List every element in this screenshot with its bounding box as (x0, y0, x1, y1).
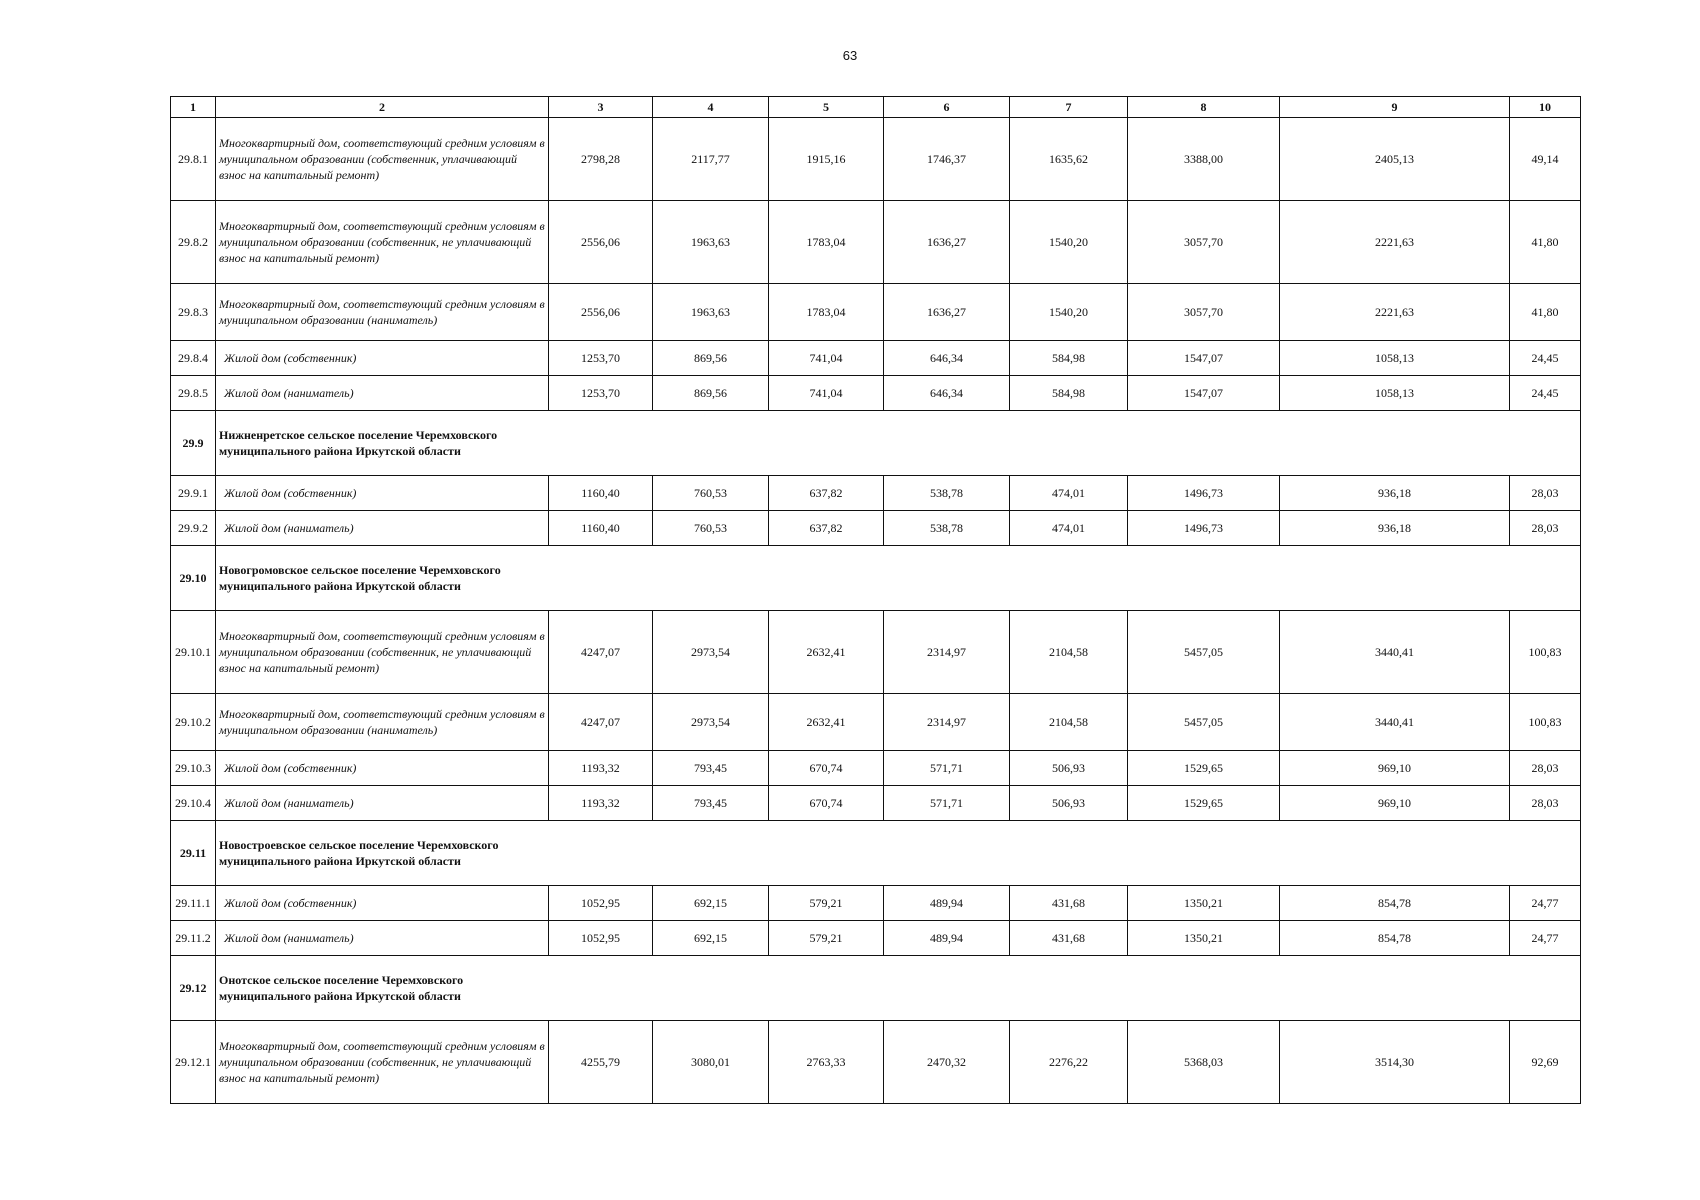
value-cell: 637,82 (769, 511, 884, 546)
section-title (216, 546, 1581, 611)
row-description: Жилой дом (наниматель) (216, 786, 549, 821)
column-header: 6 (884, 97, 1010, 118)
value-cell: 1253,70 (549, 376, 653, 411)
row-code: 29.12.1 (171, 1021, 216, 1104)
table-row (171, 751, 1581, 786)
value-cell: 1058,13 (1280, 341, 1510, 376)
column-header: 5 (769, 97, 884, 118)
row-description: Жилой дом (наниматель) (216, 511, 549, 546)
value-cell: 489,94 (884, 921, 1010, 956)
section-title (216, 411, 1581, 476)
value-cell: 474,01 (1010, 511, 1128, 546)
value-cell: 1052,95 (549, 921, 653, 956)
section-title (216, 821, 1581, 886)
value-cell: 579,21 (769, 886, 884, 921)
value-cell: 2104,58 (1010, 694, 1128, 751)
value-cell: 646,34 (884, 376, 1010, 411)
table-row (171, 786, 1581, 821)
row-code: 29.8.5 (171, 376, 216, 411)
column-header: 7 (1010, 97, 1128, 118)
row-code: 29.8.1 (171, 118, 216, 201)
value-cell: 793,45 (653, 786, 769, 821)
column-header: 2 (216, 97, 549, 118)
row-description: Многоквартирный дом, соответствующий средним условиям в муниципальном образовании (собственник, не уплачивающий взнос на капитальный ремонт) (216, 1021, 549, 1104)
value-cell: 936,18 (1280, 511, 1510, 546)
value-cell: 670,74 (769, 786, 884, 821)
row-code: 29.11.1 (171, 886, 216, 921)
value-cell: 760,53 (653, 476, 769, 511)
tariff-table (170, 96, 1581, 1104)
value-cell: 2632,41 (769, 611, 884, 694)
value-cell: 969,10 (1280, 751, 1510, 786)
row-description: Жилой дом (собственник) (216, 341, 549, 376)
row-code: 29.8.2 (171, 201, 216, 284)
value-cell: 3514,30 (1280, 1021, 1510, 1104)
row-code: 29.10.3 (171, 751, 216, 786)
value-cell: 2763,33 (769, 1021, 884, 1104)
table-row (171, 511, 1581, 546)
value-cell: 584,98 (1010, 376, 1128, 411)
value-cell: 2276,22 (1010, 1021, 1128, 1104)
value-cell: 3057,70 (1128, 201, 1280, 284)
value-cell: 1253,70 (549, 341, 653, 376)
value-cell: 431,68 (1010, 886, 1128, 921)
value-cell: 4255,79 (549, 1021, 653, 1104)
table-row (171, 284, 1581, 341)
column-header: 4 (653, 97, 769, 118)
value-cell: 2117,77 (653, 118, 769, 201)
section-title-text: Онотское сельское поселение Черемховского муниципального района Иркутской области (219, 973, 464, 1003)
value-cell: 4247,07 (549, 611, 653, 694)
value-cell: 571,71 (884, 751, 1010, 786)
column-header: 9 (1280, 97, 1510, 118)
section-title-text: Нижненретское сельское поселение Черемховского муниципального района Иркутской области (219, 428, 498, 458)
section-row (171, 956, 1581, 1021)
value-cell: 692,15 (653, 886, 769, 921)
section-title (216, 956, 1581, 1021)
table-row (171, 694, 1581, 751)
value-cell: 1160,40 (549, 476, 653, 511)
value-cell: 1350,21 (1128, 886, 1280, 921)
table-row (171, 1021, 1581, 1104)
table-row (171, 376, 1581, 411)
value-cell: 1963,63 (653, 284, 769, 341)
value-cell: 1783,04 (769, 201, 884, 284)
value-cell: 49,14 (1510, 118, 1581, 201)
value-cell: 637,82 (769, 476, 884, 511)
value-cell: 3388,00 (1128, 118, 1280, 201)
value-cell: 1963,63 (653, 201, 769, 284)
value-cell: 2405,13 (1280, 118, 1510, 201)
value-cell: 869,56 (653, 376, 769, 411)
table-row (171, 921, 1581, 956)
value-cell: 24,77 (1510, 886, 1581, 921)
value-cell: 1058,13 (1280, 376, 1510, 411)
value-cell: 2973,54 (653, 694, 769, 751)
value-cell: 793,45 (653, 751, 769, 786)
page-number: 63 (842, 48, 858, 63)
row-description: Жилой дом (собственник) (216, 751, 549, 786)
value-cell: 1160,40 (549, 511, 653, 546)
row-description: Многоквартирный дом, соответствующий средним условиям в муниципальном образовании (собственник, не уплачивающий взнос на капитальный ремонт) (216, 611, 549, 694)
value-cell: 28,03 (1510, 786, 1581, 821)
value-cell: 1496,73 (1128, 476, 1280, 511)
value-cell: 579,21 (769, 921, 884, 956)
value-cell: 3440,41 (1280, 694, 1510, 751)
value-cell: 2470,32 (884, 1021, 1010, 1104)
row-description: Многоквартирный дом, соответствующий средним условиям в муниципальном образовании (наниматель) (216, 284, 549, 341)
value-cell: 506,93 (1010, 751, 1128, 786)
row-description: Жилой дом (наниматель) (216, 921, 549, 956)
value-cell: 1783,04 (769, 284, 884, 341)
value-cell: 2632,41 (769, 694, 884, 751)
value-cell: 2314,97 (884, 611, 1010, 694)
value-cell: 474,01 (1010, 476, 1128, 511)
header-row (171, 97, 1581, 118)
column-header: 8 (1128, 97, 1280, 118)
value-cell: 1529,65 (1128, 786, 1280, 821)
value-cell: 1635,62 (1010, 118, 1128, 201)
row-description: Жилой дом (наниматель) (216, 376, 549, 411)
row-code: 29.11 (171, 821, 216, 886)
value-cell: 538,78 (884, 511, 1010, 546)
value-cell: 2556,06 (549, 284, 653, 341)
value-cell: 24,45 (1510, 341, 1581, 376)
value-cell: 1496,73 (1128, 511, 1280, 546)
value-cell: 692,15 (653, 921, 769, 956)
value-cell: 1193,32 (549, 751, 653, 786)
value-cell: 869,56 (653, 341, 769, 376)
value-cell: 1746,37 (884, 118, 1010, 201)
value-cell: 28,03 (1510, 476, 1581, 511)
value-cell: 2104,58 (1010, 611, 1128, 694)
value-cell: 1547,07 (1128, 341, 1280, 376)
value-cell: 41,80 (1510, 284, 1581, 341)
row-code: 29.10.1 (171, 611, 216, 694)
value-cell: 1540,20 (1010, 201, 1128, 284)
value-cell: 92,69 (1510, 1021, 1581, 1104)
row-code: 29.10 (171, 546, 216, 611)
value-cell: 2314,97 (884, 694, 1010, 751)
value-cell: 760,53 (653, 511, 769, 546)
value-cell: 28,03 (1510, 751, 1581, 786)
value-cell: 4247,07 (549, 694, 653, 751)
value-cell: 1915,16 (769, 118, 884, 201)
value-cell: 1636,27 (884, 201, 1010, 284)
row-description: Многоквартирный дом, соответствующий средним условиям в муниципальном образовании (собственник, уплачивающий взнос на капитальный ремонт) (216, 118, 549, 201)
value-cell: 489,94 (884, 886, 1010, 921)
section-title-text: Новостроевское сельское поселение Черемховского муниципального района Иркутской области (219, 838, 499, 868)
value-cell: 3440,41 (1280, 611, 1510, 694)
value-cell: 1529,65 (1128, 751, 1280, 786)
table-row (171, 118, 1581, 201)
value-cell: 100,83 (1510, 694, 1581, 751)
table-row (171, 201, 1581, 284)
value-cell: 100,83 (1510, 611, 1581, 694)
value-cell: 538,78 (884, 476, 1010, 511)
value-cell: 571,71 (884, 786, 1010, 821)
value-cell: 854,78 (1280, 921, 1510, 956)
value-cell: 741,04 (769, 341, 884, 376)
value-cell: 1193,32 (549, 786, 653, 821)
table-row (171, 341, 1581, 376)
row-description: Многоквартирный дом, соответствующий средним условиям в муниципальном образовании (собственник, не уплачивающий взнос на капитальный ремонт) (216, 201, 549, 284)
row-code: 29.10.4 (171, 786, 216, 821)
value-cell: 584,98 (1010, 341, 1128, 376)
value-cell: 741,04 (769, 376, 884, 411)
section-title-text: Новогромовское сельское поселение Черемховского муниципального района Иркутской области (219, 563, 501, 593)
value-cell: 2221,63 (1280, 201, 1510, 284)
value-cell: 3057,70 (1128, 284, 1280, 341)
row-code: 29.10.2 (171, 694, 216, 751)
table-row (171, 476, 1581, 511)
section-row (171, 411, 1581, 476)
value-cell: 5457,05 (1128, 694, 1280, 751)
value-cell: 2973,54 (653, 611, 769, 694)
value-cell: 969,10 (1280, 786, 1510, 821)
value-cell: 5368,03 (1128, 1021, 1280, 1104)
value-cell: 41,80 (1510, 201, 1581, 284)
column-header: 1 (171, 97, 216, 118)
value-cell: 5457,05 (1128, 611, 1280, 694)
section-row (171, 821, 1581, 886)
column-header: 3 (549, 97, 653, 118)
value-cell: 431,68 (1010, 921, 1128, 956)
row-code: 29.8.3 (171, 284, 216, 341)
row-code: 29.11.2 (171, 921, 216, 956)
value-cell: 1350,21 (1128, 921, 1280, 956)
row-code: 29.12 (171, 956, 216, 1021)
value-cell: 28,03 (1510, 511, 1581, 546)
row-code: 29.8.4 (171, 341, 216, 376)
row-code: 29.9.1 (171, 476, 216, 511)
table-row (171, 886, 1581, 921)
table-body (171, 118, 1581, 1104)
row-description: Жилой дом (собственник) (216, 476, 549, 511)
value-cell: 854,78 (1280, 886, 1510, 921)
row-code: 29.9 (171, 411, 216, 476)
value-cell: 2556,06 (549, 201, 653, 284)
value-cell: 2221,63 (1280, 284, 1510, 341)
value-cell: 1052,95 (549, 886, 653, 921)
section-row (171, 546, 1581, 611)
value-cell: 670,74 (769, 751, 884, 786)
value-cell: 646,34 (884, 341, 1010, 376)
row-description: Многоквартирный дом, соответствующий средним условиям в муниципальном образовании (наниматель) (216, 694, 549, 751)
value-cell: 1636,27 (884, 284, 1010, 341)
value-cell: 1547,07 (1128, 376, 1280, 411)
value-cell: 936,18 (1280, 476, 1510, 511)
value-cell: 2798,28 (549, 118, 653, 201)
value-cell: 24,45 (1510, 376, 1581, 411)
value-cell: 506,93 (1010, 786, 1128, 821)
value-cell: 24,77 (1510, 921, 1581, 956)
value-cell: 3080,01 (653, 1021, 769, 1104)
row-description: Жилой дом (собственник) (216, 886, 549, 921)
row-code: 29.9.2 (171, 511, 216, 546)
table-row (171, 611, 1581, 694)
value-cell: 1540,20 (1010, 284, 1128, 341)
column-header: 10 (1510, 97, 1581, 118)
